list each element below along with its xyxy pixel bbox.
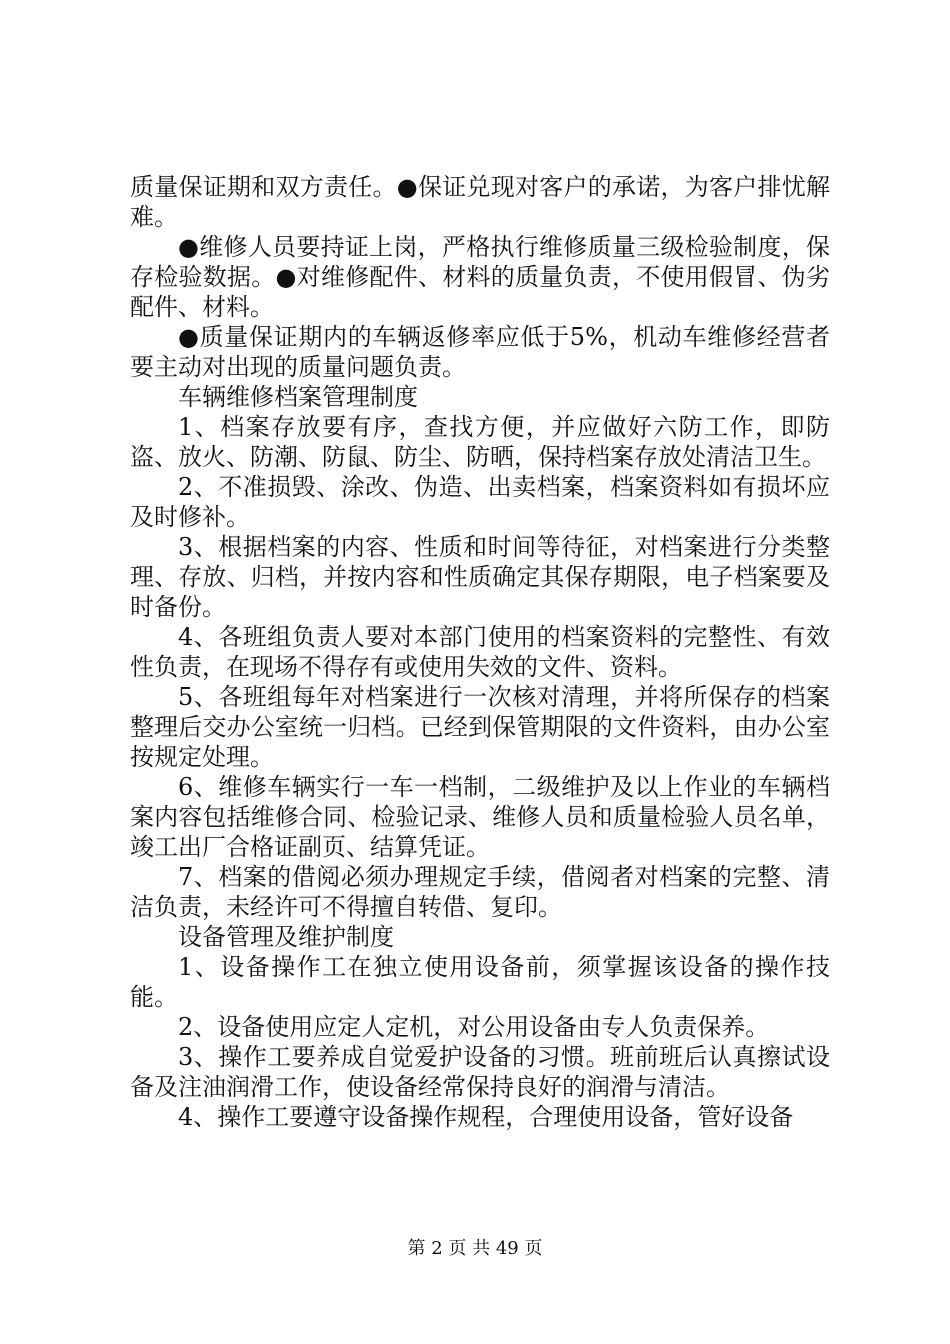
paragraph: 7、档案的借阅必须办理规定手续，借阅者对档案的完整、清洁负责，未经许可不得擅自转借、复印。 <box>130 863 830 921</box>
section-heading-equipment: 设备管理及维护制度 <box>178 923 394 951</box>
paragraph: 4、各班组负责人要对本部门使用的档案资料的完整性、有效性负责，在现场不得存有或使用失效的文件、资料。 <box>130 623 830 681</box>
paragraph: 5、各班组每年对档案进行一次核对清理，并将所保存的档案整理后交办公室统一归档。已经到保管期限的文件资料，由办公室按规定处理。 <box>130 683 830 771</box>
paragraph: 1、档案存放要有序，查找方便，并应做好六防工作，即防盗、放火、防潮、防鼠、防尘、防晒，保持档案存放处清洁卫生。 <box>130 413 830 471</box>
paragraph: 3、根据档案的内容、性质和时间等待征，对档案进行分类整理、存放、归档，并按内容和性质确定其保存期限，电子档案要及时备份。 <box>130 533 830 621</box>
paragraph: 2、不准损毁、涂改、伪造、出卖档案，档案资料如有损坏应及时修补。 <box>130 473 830 531</box>
paragraph: 3、操作工要养成自觉爱护设备的习惯。班前班后认真擦试设备及注油润滑工作，使设备经常保持良好的润滑与清洁。 <box>130 1043 830 1101</box>
paragraph: 1、设备操作工在独立使用设备前，须掌握该设备的操作技能。 <box>130 953 830 1011</box>
paragraph: 4、操作工要遵守设备操作规程，合理使用设备，管好设备 <box>178 1103 794 1131</box>
paragraph: ●维修人员要持证上岗，严格执行维修质量三级检验制度，保存检验数据。●对维修配件、材料的质量负责，不使用假冒、伪劣配件、材料。 <box>130 233 830 321</box>
document-body <box>130 172 830 1132</box>
paragraph: 6、维修车辆实行一车一档制，二级维护及以上作业的车辆档案内容包括维修合同、检验记录、维修人员和质量检验人员名单，竣工出厂合格证副页、结算凭证。 <box>130 773 830 861</box>
section-heading-repair-archive: 车辆维修档案管理制度 <box>178 383 418 411</box>
paragraph: 质量保证期和双方责任。●保证兑现对客户的承诺，为客户排忧解难。 <box>130 173 830 231</box>
page-number-footer: 第 2 页 共 49 页 <box>407 1238 543 1259</box>
paragraph: ●质量保证期内的车辆返修率应低于5%，机动车维修经营者要主动对出现的质量问题负责。 <box>130 323 830 381</box>
paragraph: 2、设备使用应定人定机，对公用设备由专人负责保养。 <box>178 1013 770 1041</box>
